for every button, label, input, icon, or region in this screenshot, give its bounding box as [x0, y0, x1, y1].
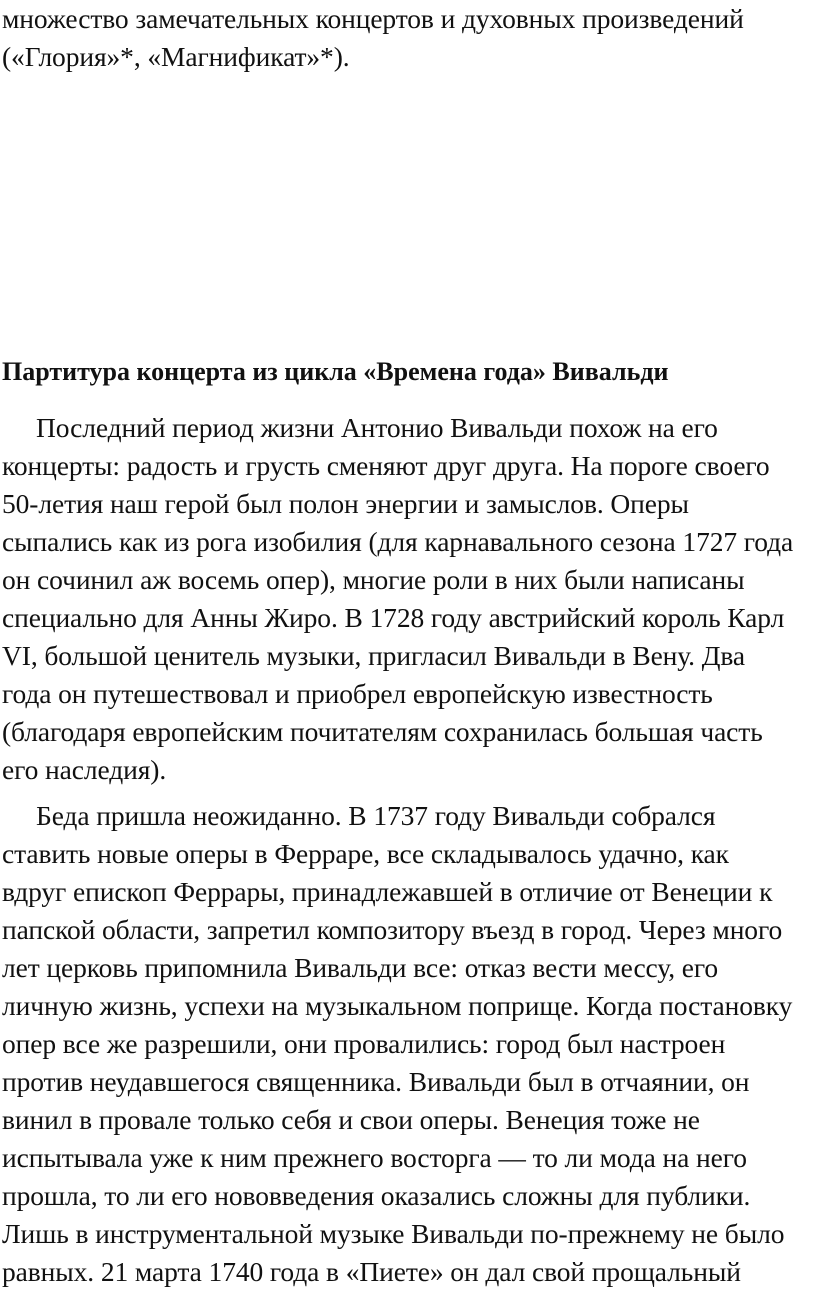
intro-line: («Глория»*, «Магнификат»*). — [2, 41, 350, 72]
paragraph2-line: лет церковь припомнила Вивальди все: отказ вести мессу, его — [2, 952, 719, 983]
paragraph1-line: его наследия). — [2, 754, 167, 785]
paragraph1-line: года он путешествовал и приобрел европейскую известность — [2, 678, 713, 709]
paragraph2-line: Лишь в инструментальной музыке Вивальди по-прежнему не было — [2, 1218, 785, 1249]
paragraph1-line: VI, большой ценитель музыки, пригласил Вивальди в Вену. Два — [2, 640, 746, 671]
paragraph1-line: концерты: радость и грусть сменяют друг друга. На пороге своего — [2, 450, 770, 481]
paragraph2-line: Беда пришла неожиданно. В 1737 году Вивальди собрался — [36, 800, 716, 831]
paragraph2-line: личную жизнь, успехи на музыкальном поприще. Когда постановку — [2, 990, 793, 1021]
paragraph2-line: винил в провале только себя и свои оперы. Венеция тоже не — [2, 1104, 700, 1135]
paragraph1-line: (благодаря европейским почитателям сохранилась большая часть — [2, 716, 763, 747]
paragraph1-line: 50-летия наш герой был полон энергии и замыслов. Оперы — [2, 488, 689, 519]
paragraph2-line: папской области, запретил композитору въезд в город. Через много — [2, 914, 783, 945]
paragraph1-line: специально для Анны Жиро. В 1728 году австрийский король Карл — [2, 602, 785, 633]
paragraph1-line: Последний период жизни Антонио Вивальди похож на его — [36, 412, 718, 443]
intro-line: множество замечательных концертов и духовных произведений — [2, 3, 744, 34]
paragraph2-line: ставить новые оперы в Ферраре, все складывалось удачно, как — [2, 838, 729, 869]
section-heading: Партитура концерта из цикла «Времена года» Вивальди — [2, 357, 669, 386]
paragraph1-line: он сочинил аж восемь опер), многие роли в них были написаны — [2, 564, 745, 595]
paragraph1-line: сыпались как из рога изобилия (для карнавального сезона 1727 года — [2, 526, 794, 557]
paragraph2-line: прошла, то ли его нововведения оказались сложны для публики. — [2, 1180, 751, 1211]
paragraph2-line: опер все же разрешили, они провалились: город был настроен — [2, 1028, 726, 1059]
paragraph2-line: испытывала уже к ним прежнего восторга — то ли мода на него — [2, 1142, 747, 1173]
paragraph2-line: вдруг епископ Феррары, принадлежавшей в отличие от Венеции к — [2, 876, 773, 907]
paragraph2-line: равных. 21 марта 1740 года в «Пиете» он дал свой прощальный — [2, 1256, 741, 1287]
paragraph2-line: против неудавшегося священника. Вивальди был в отчаянии, он — [2, 1066, 750, 1097]
